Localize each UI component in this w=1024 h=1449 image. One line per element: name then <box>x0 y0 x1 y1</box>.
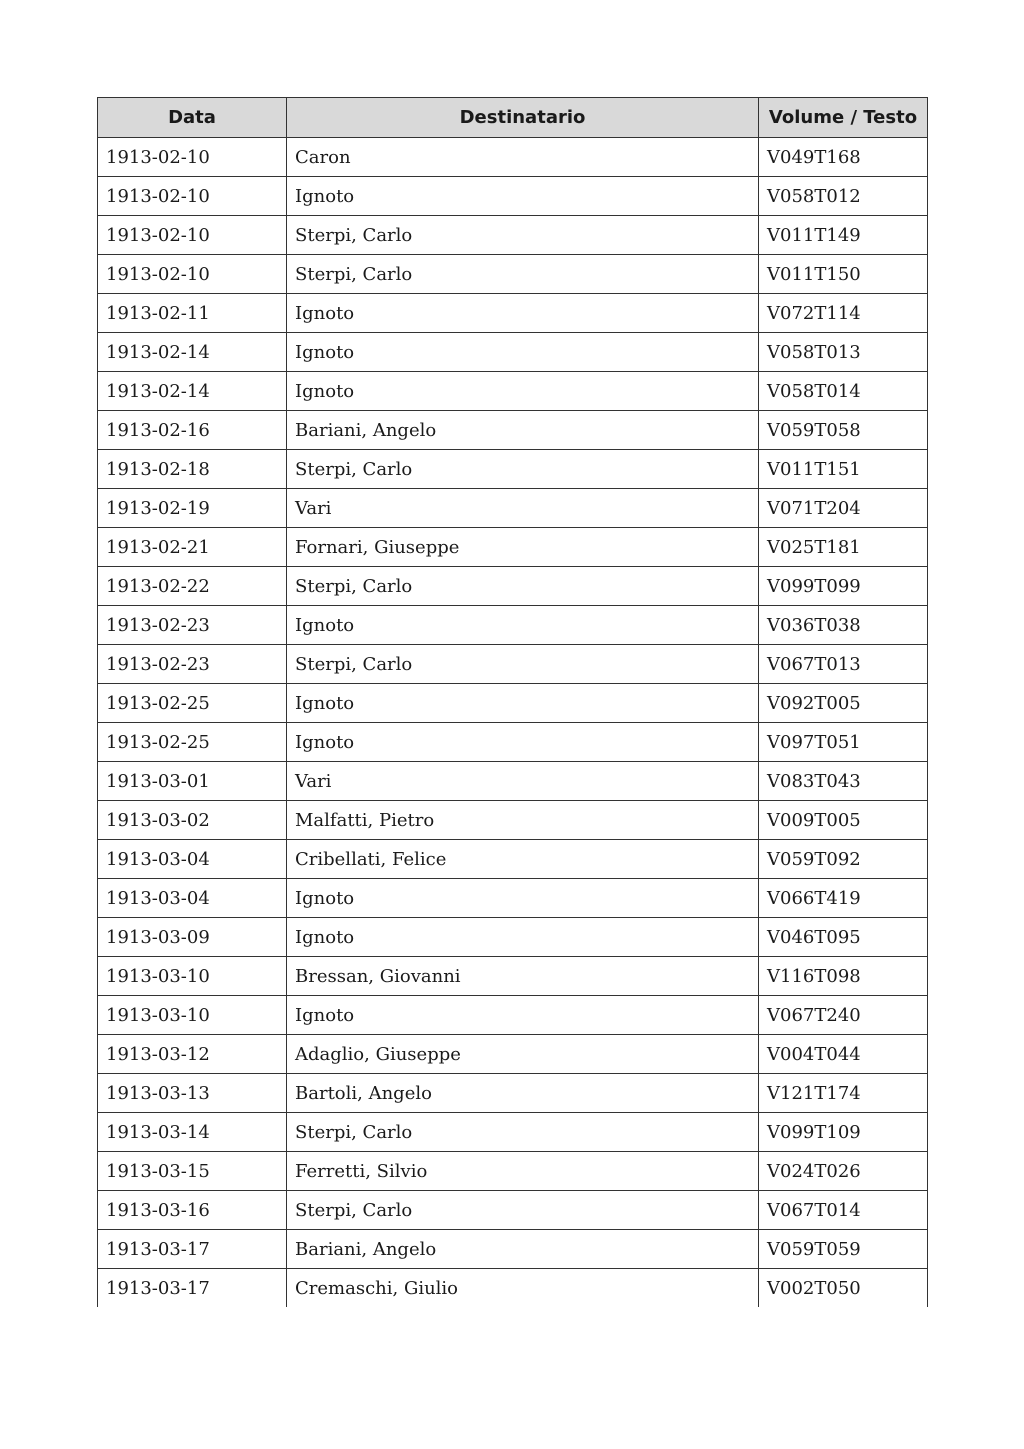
table-row <box>98 1230 928 1269</box>
cell-destinatario: Caron <box>287 138 759 177</box>
cell-date: 1913-02-18 <box>98 450 287 489</box>
cell-volume-testo: V058T013 <box>759 333 928 372</box>
cell-date: 1913-03-14 <box>98 1113 287 1152</box>
cell-volume-testo: V097T051 <box>759 723 928 762</box>
table-row <box>98 762 928 801</box>
table-row <box>98 138 928 177</box>
cell-destinatario: Ignoto <box>287 177 759 216</box>
cell-date: 1913-03-02 <box>98 801 287 840</box>
cell-date: 1913-02-22 <box>98 567 287 606</box>
header-volume-testo: Volume / Testo <box>759 98 928 138</box>
cell-volume-testo: V025T181 <box>759 528 928 567</box>
cell-volume-testo: V024T026 <box>759 1152 928 1191</box>
cell-date: 1913-02-11 <box>98 294 287 333</box>
cell-date: 1913-03-04 <box>98 840 287 879</box>
cell-date: 1913-03-04 <box>98 879 287 918</box>
letters-table <box>97 97 928 1307</box>
cell-volume-testo: V067T014 <box>759 1191 928 1230</box>
cell-destinatario: Bariani, Angelo <box>287 1230 759 1269</box>
cell-date: 1913-02-16 <box>98 411 287 450</box>
cell-volume-testo: V058T012 <box>759 177 928 216</box>
cell-destinatario: Sterpi, Carlo <box>287 216 759 255</box>
cell-date: 1913-03-15 <box>98 1152 287 1191</box>
cell-destinatario: Adaglio, Giuseppe <box>287 1035 759 1074</box>
cell-volume-testo: V058T014 <box>759 372 928 411</box>
cell-destinatario: Vari <box>287 762 759 801</box>
cell-date: 1913-03-17 <box>98 1230 287 1269</box>
cell-date: 1913-02-14 <box>98 333 287 372</box>
cell-volume-testo: V011T149 <box>759 216 928 255</box>
cell-date: 1913-03-10 <box>98 957 287 996</box>
cell-date: 1913-03-13 <box>98 1074 287 1113</box>
cell-date: 1913-03-01 <box>98 762 287 801</box>
table-row <box>98 1074 928 1113</box>
document-page <box>97 97 927 1307</box>
table-row <box>98 294 928 333</box>
cell-date: 1913-02-19 <box>98 489 287 528</box>
cell-volume-testo: V116T098 <box>759 957 928 996</box>
cell-destinatario: Fornari, Giuseppe <box>287 528 759 567</box>
cell-destinatario: Sterpi, Carlo <box>287 567 759 606</box>
table-row <box>98 1113 928 1152</box>
table-row <box>98 372 928 411</box>
cell-destinatario: Bariani, Angelo <box>287 411 759 450</box>
cell-date: 1913-02-10 <box>98 177 287 216</box>
cell-destinatario: Ignoto <box>287 333 759 372</box>
table-row <box>98 567 928 606</box>
cell-destinatario: Malfatti, Pietro <box>287 801 759 840</box>
cell-volume-testo: V071T204 <box>759 489 928 528</box>
cell-volume-testo: V009T005 <box>759 801 928 840</box>
header-destinatario: Destinatario <box>287 98 759 138</box>
cell-destinatario: Ignoto <box>287 723 759 762</box>
cell-destinatario: Sterpi, Carlo <box>287 450 759 489</box>
cell-volume-testo: V011T151 <box>759 450 928 489</box>
cell-volume-testo: V059T059 <box>759 1230 928 1269</box>
cell-destinatario: Ignoto <box>287 606 759 645</box>
table-row <box>98 840 928 879</box>
cell-date: 1913-02-10 <box>98 138 287 177</box>
table-row <box>98 645 928 684</box>
cell-destinatario: Bartoli, Angelo <box>287 1074 759 1113</box>
table-row <box>98 255 928 294</box>
table-row <box>98 489 928 528</box>
cell-volume-testo: V067T013 <box>759 645 928 684</box>
table-row <box>98 879 928 918</box>
cell-volume-testo: V092T005 <box>759 684 928 723</box>
table-row <box>98 606 928 645</box>
header-data: Data <box>98 98 287 138</box>
table-row <box>98 957 928 996</box>
table-row <box>98 996 928 1035</box>
table-row <box>98 1152 928 1191</box>
cell-volume-testo: V004T044 <box>759 1035 928 1074</box>
cell-date: 1913-03-12 <box>98 1035 287 1074</box>
cell-volume-testo: V011T150 <box>759 255 928 294</box>
table-row <box>98 450 928 489</box>
cell-destinatario: Ignoto <box>287 372 759 411</box>
cell-volume-testo: V099T109 <box>759 1113 928 1152</box>
table-row <box>98 723 928 762</box>
cell-volume-testo: V066T419 <box>759 879 928 918</box>
cell-volume-testo: V046T095 <box>759 918 928 957</box>
table-row <box>98 801 928 840</box>
cell-volume-testo: V002T050 <box>759 1269 928 1308</box>
cell-volume-testo: V121T174 <box>759 1074 928 1113</box>
cell-volume-testo: V067T240 <box>759 996 928 1035</box>
cell-destinatario: Sterpi, Carlo <box>287 1113 759 1152</box>
table-row <box>98 216 928 255</box>
cell-destinatario: Sterpi, Carlo <box>287 1191 759 1230</box>
cell-date: 1913-02-10 <box>98 255 287 294</box>
table-row <box>98 333 928 372</box>
table-row <box>98 684 928 723</box>
cell-volume-testo: V049T168 <box>759 138 928 177</box>
cell-volume-testo: V072T114 <box>759 294 928 333</box>
cell-destinatario: Ferretti, Silvio <box>287 1152 759 1191</box>
cell-date: 1913-02-23 <box>98 645 287 684</box>
cell-destinatario: Ignoto <box>287 879 759 918</box>
cell-destinatario: Ignoto <box>287 684 759 723</box>
table-row <box>98 1269 928 1308</box>
cell-destinatario: Cribellati, Felice <box>287 840 759 879</box>
table-row <box>98 1035 928 1074</box>
cell-destinatario: Ignoto <box>287 294 759 333</box>
table-row <box>98 177 928 216</box>
table-body <box>98 138 928 1308</box>
cell-volume-testo: V059T058 <box>759 411 928 450</box>
table-row <box>98 1191 928 1230</box>
cell-date: 1913-02-25 <box>98 684 287 723</box>
cell-date: 1913-02-21 <box>98 528 287 567</box>
cell-volume-testo: V059T092 <box>759 840 928 879</box>
cell-date: 1913-03-10 <box>98 996 287 1035</box>
cell-destinatario: Vari <box>287 489 759 528</box>
table-row <box>98 918 928 957</box>
cell-date: 1913-02-14 <box>98 372 287 411</box>
cell-destinatario: Bressan, Giovanni <box>287 957 759 996</box>
cell-destinatario: Sterpi, Carlo <box>287 255 759 294</box>
cell-date: 1913-02-25 <box>98 723 287 762</box>
cell-date: 1913-02-10 <box>98 216 287 255</box>
table-header-row <box>98 98 928 138</box>
cell-destinatario: Sterpi, Carlo <box>287 645 759 684</box>
cell-date: 1913-03-17 <box>98 1269 287 1308</box>
table-row <box>98 411 928 450</box>
cell-date: 1913-03-09 <box>98 918 287 957</box>
table-row <box>98 528 928 567</box>
cell-volume-testo: V083T043 <box>759 762 928 801</box>
cell-destinatario: Ignoto <box>287 996 759 1035</box>
cell-volume-testo: V036T038 <box>759 606 928 645</box>
cell-date: 1913-03-16 <box>98 1191 287 1230</box>
cell-date: 1913-02-23 <box>98 606 287 645</box>
cell-destinatario: Ignoto <box>287 918 759 957</box>
cell-volume-testo: V099T099 <box>759 567 928 606</box>
cell-destinatario: Cremaschi, Giulio <box>287 1269 759 1308</box>
